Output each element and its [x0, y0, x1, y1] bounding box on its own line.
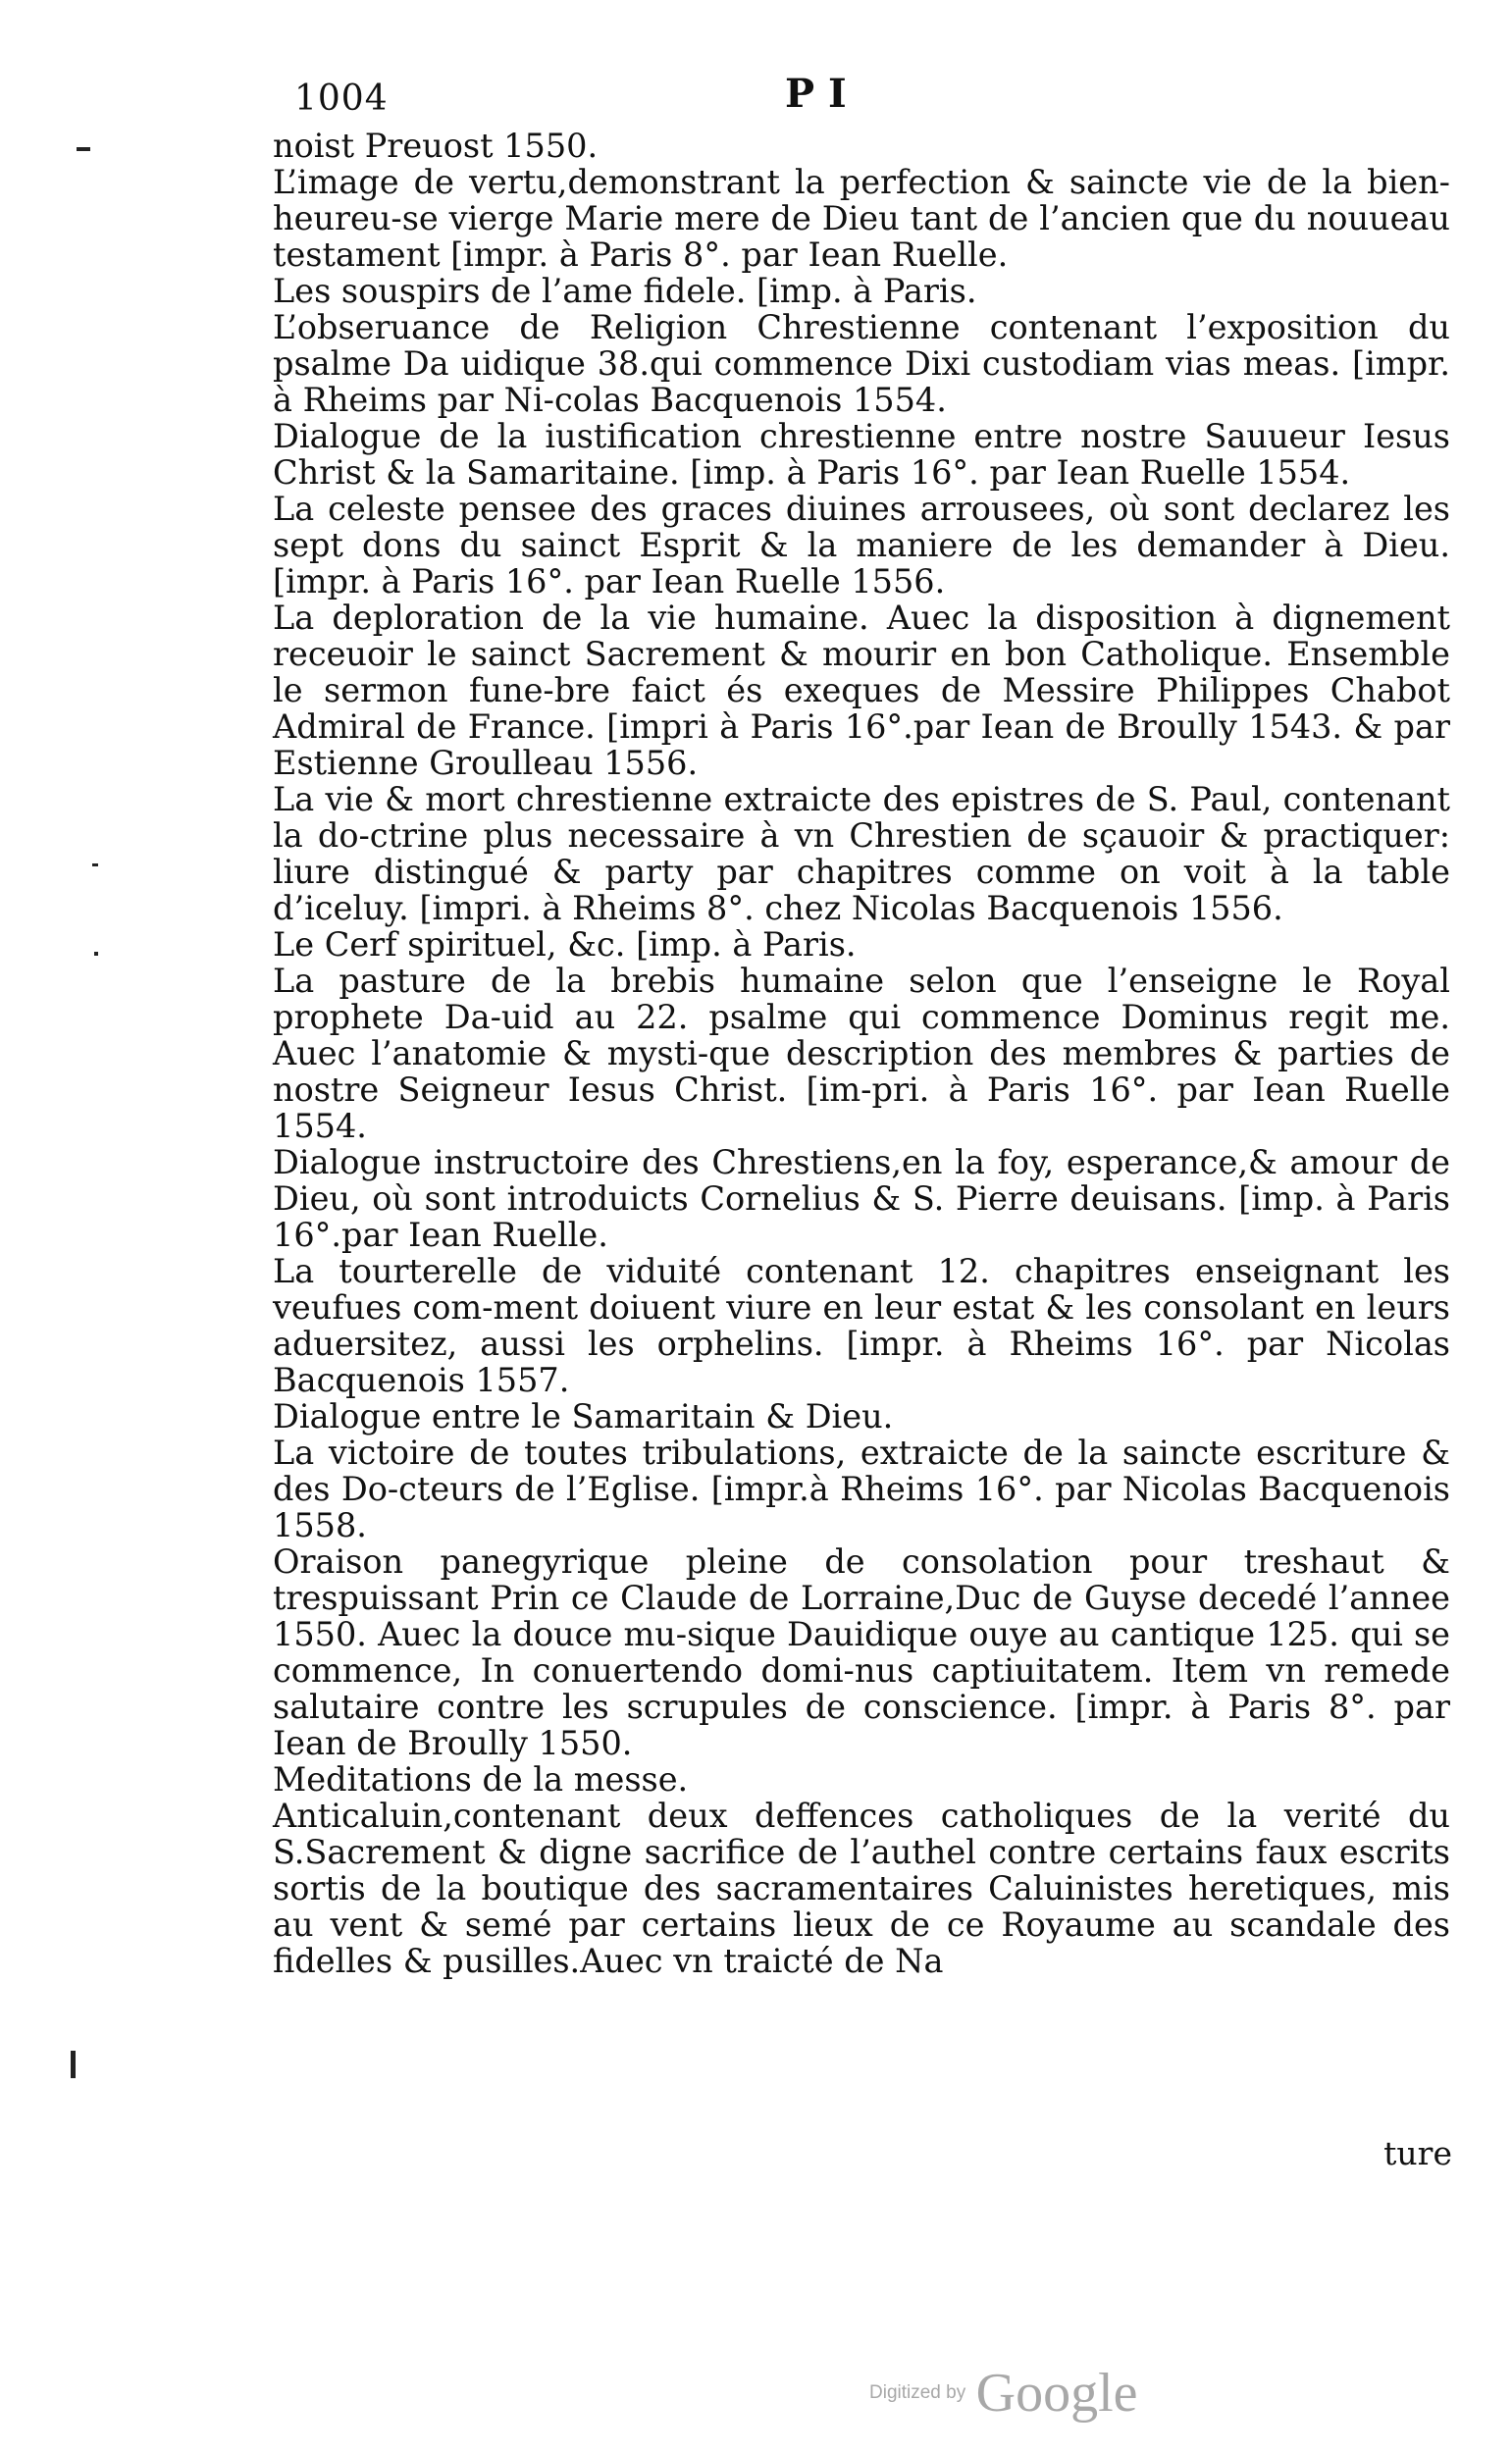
- entry-tourterelle: La tourterelle de viduité contenant 12. chapitres enseignant les veufues com-ment doiuent viure en leur estat & les consolant en leurs aduersitez, aussi les orphelins. [impr. à Rheims 16°. par Nicolas Bacquenois 1557.: [273, 1252, 1450, 1399]
- running-head: [294, 71, 1472, 128]
- entry-meditations: Meditations de la messe.: [273, 1760, 689, 1799]
- catchword: ture: [1383, 2134, 1452, 2172]
- margin-ink-mark: [92, 863, 98, 866]
- entry-deploration: La deploration de la vie humaine. Auec la disposition à dignement receuoir le sainct Sacrement & mourir en bon Catholique. Ensemble le sermon fune-bre faict és exeques de Messire Philippes Chabot Admiral de France. [impri à Paris 16°.par Iean de Broully 1543. & par Estienne Groulleau 1556.: [273, 599, 1450, 782]
- entry-vie-et-mort: La vie & mort chrestienne extraicte des epistres de S. Paul, contenant la do-ctrine plus necessaire à vn Chrestien de sçauoir & practiquer: liure distingué & party par chapitres comme on voit à la table d’iceluy. [impri. à Rheims 8°. chez Nicolas Bacquenois 1556.: [273, 780, 1450, 927]
- entry-pasture: La pasture de la brebis humaine selon que l’enseigne le Royal prophete Da-uid au 22. psalme qui commence Dominus regit me. Auec l’anatomie & mysti-que description des membres & parties de nostre Seigneur Iesus Christ. [im-pri. à Paris 16°. par Iean Ruelle 1554.: [273, 962, 1450, 1145]
- entry-victoire: La victoire de toutes tribulations, extraicte de la saincte escriture & des Do-cteurs de l’Eglise. [impr.à Rheims 16°. par Nicolas Bacquenois 1558.: [273, 1434, 1450, 1544]
- google-logo: Google: [975, 2363, 1138, 2424]
- margin-ink-mark: [71, 2051, 76, 2078]
- entry-image-de-vertu: L’image de vertu,demonstrant la perfection & saincte vie de la bien-heureu-se vierge Marie mere de Dieu tant de l’ancien que du nouueau testament [impr. à Paris 8°. par Iean Ruelle.: [273, 163, 1450, 274]
- watermark-prefix: Digitized by: [869, 2382, 966, 2403]
- entry-dialogue-samaritain: Dialogue entre le Samaritain & Dieu.: [273, 1397, 894, 1435]
- margin-ink-mark: [94, 952, 98, 956]
- bibliography-text: [273, 128, 1450, 1979]
- header-letters: P I: [785, 71, 847, 117]
- entry-souspirs: Les souspirs de l’ame fidele. [imp. à Paris.: [273, 272, 977, 310]
- entry-cerf-spirituel: Le Cerf spirituel, &c. [imp. à Paris.: [273, 925, 857, 964]
- margin-ink-mark: [77, 147, 90, 151]
- entry-continuation: noist Preuost 1550.: [273, 127, 599, 165]
- entry-anticaluin: Anticaluin,contenant deux deffences catholiques de la verité du S.Sacrement & digne sacrifice de l’authel contre certains faux escrits sortis de la boutique des sacramentaires Caluinistes heretiques, mis au vent & semé par certains lieux de ce Royaume au scandale des fidelles & pusilles.Auec vn traicté de Na: [273, 1797, 1450, 1980]
- entry-obseruance: L’obseruance de Religion Chrestienne contenant l’exposition du psalme Da uidique 38.qui commence Dixi custodiam vias meas. [impr. à Rheims par Ni-colas Bacquenois 1554.: [273, 308, 1450, 419]
- entry-dialogue-iustification: Dialogue de la iustification chrestienne entre nostre Sauueur Iesus Christ & la Samaritaine. [imp. à Paris 16°. par Iean Ruelle 1554.: [273, 417, 1450, 492]
- entry-oraison: Oraison panegyrique pleine de consolation pour treshaut & trespuissant Prin ce Claude de Lorraine,Duc de Guyse decedé l’annee 1550. Auec la douce mu-sique Dauidique ouye au cantique 125. qui se commence, In conuertendo domi-nus captiuitatem. Item vn remede salutaire contre les scrupules de conscience. [impr. à Paris 8°. par Iean de Broully 1550.: [273, 1542, 1450, 1762]
- entry-dialogue-instructoire: Dialogue instructoire des Chrestiens,en la foy, esperance,& amour de Dieu, où sont introduicts Cornelius & S. Pierre deuisans. [imp. à Paris 16°.par Iean Ruelle.: [273, 1143, 1450, 1254]
- digitized-by-watermark: [869, 2362, 1138, 2424]
- entry-celeste-pensee: La celeste pensee des graces diuines arrousees, où sont declarez les sept dons du sainct Esprit & la maniere de les demander à Dieu. [impr. à Paris 16°. par Iean Ruelle 1556.: [273, 490, 1450, 600]
- page-number: 1004: [294, 78, 389, 119]
